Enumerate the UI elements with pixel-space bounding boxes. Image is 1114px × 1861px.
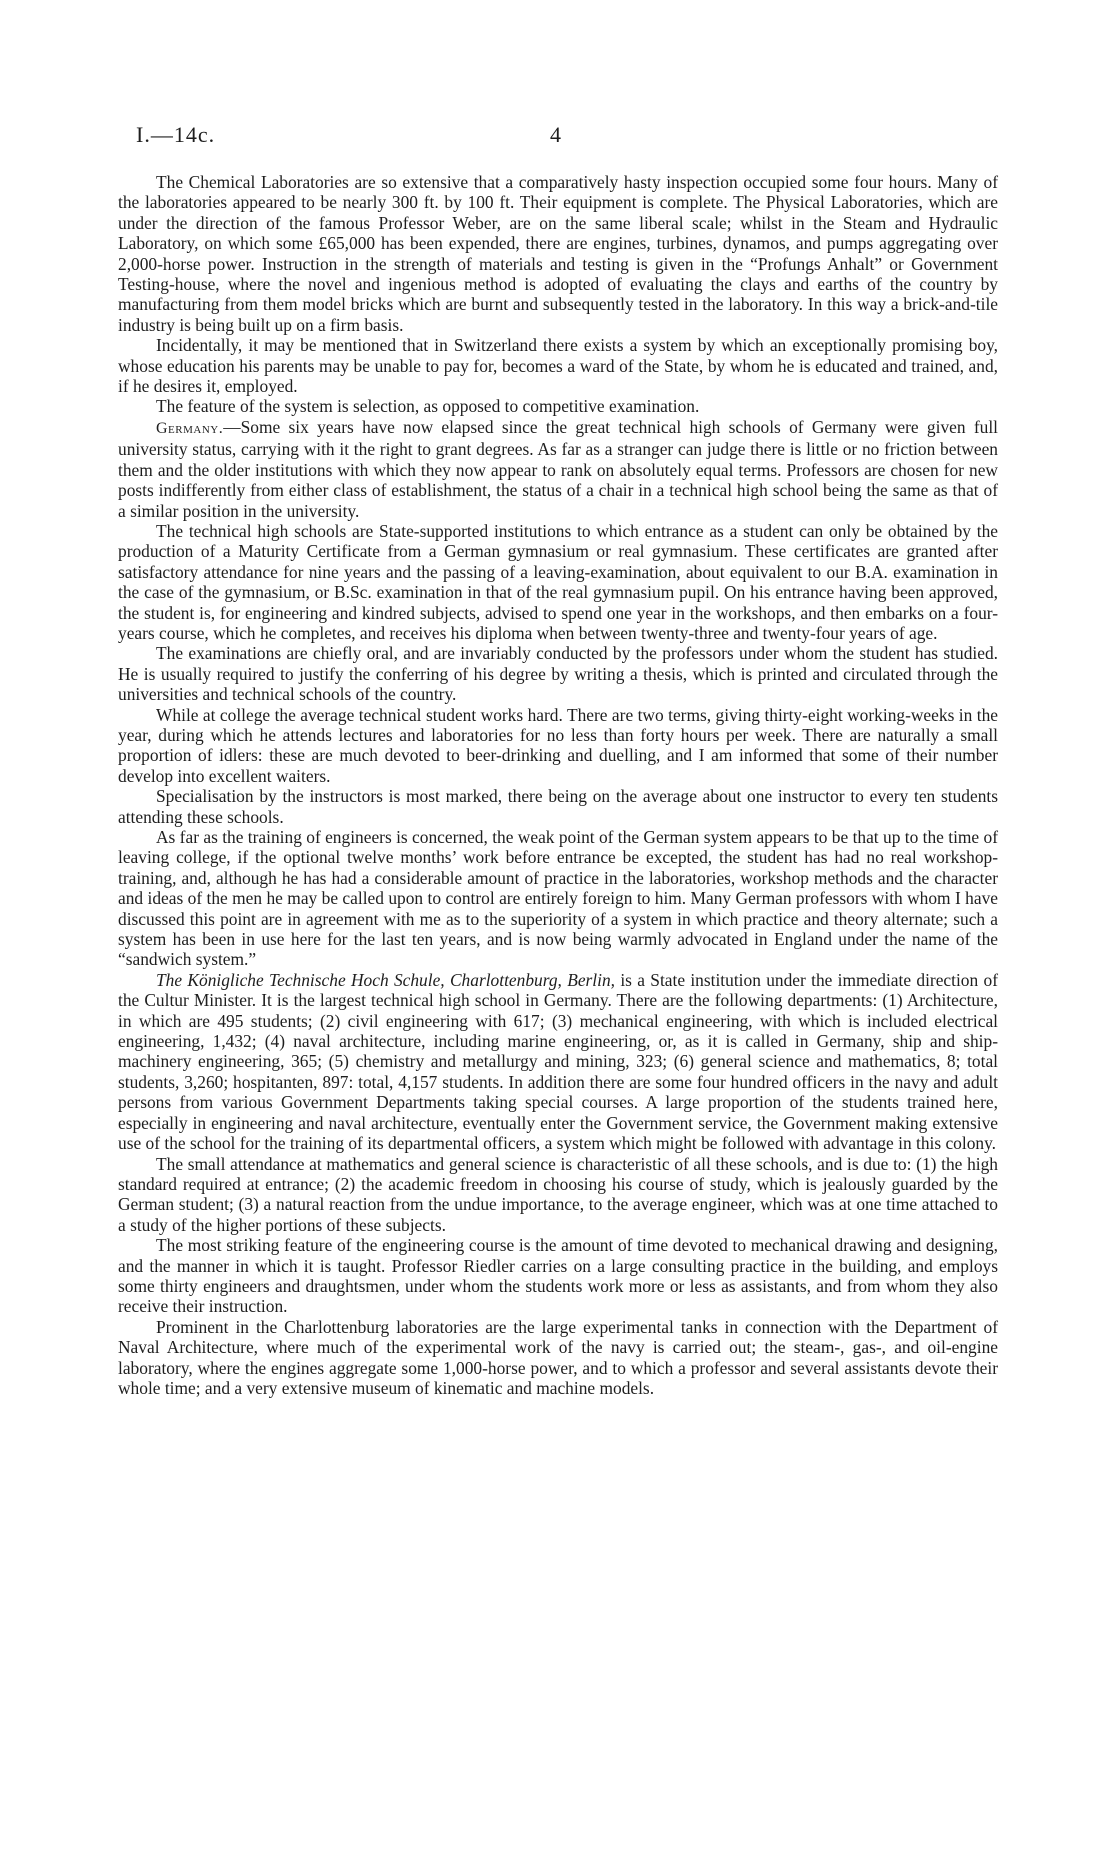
paragraph <box>118 1154 998 1236</box>
paragraph-text: is a State institution under the immediate direction of the Cultur Minister. It is the largest technical high school in Germany. There are the following departments: (1) Architecture, in which are 495 students; (2) civil engineering with 617; (3) mechanical engineering, with which is included electrical engineering, 1,432; (4) naval architecture, including marine engineering, or, as it is called in Germany, ship and ship-machinery engineering, 365; (5) chemistry and metallurgy and mining, 323; (6) general science and mathematics, 8; total students, 3,260; hospitanten, 897: total, 4,157 students. In addition there are some four hundred officers in the navy and adult persons from various Government Departments taking special courses. A large proportion of the students trained here, especially in engineering and naval architecture, eventually enter the Government service, the Government making extensive use of the school for the training of its departmental officers, a system which might be followed with advantage in this colony. <box>118 969 998 1154</box>
paragraph-text: The Chemical Laboratories are so extensive that a comparatively hasty inspection occupied some four hours. Many of the laboratories appeared to be nearly 300 ft. by 100 ft. Their equipment is complete. The Physical Laboratories, which are under the direction of the famous Professor Weber, are on the same liberal scale; whilst in the Steam and Hydraulic Laboratory, on which some £65,000 has been expended, there are engines, turbines, dynamos, and pumps aggregating over 2,000-horse power. Instruction in the strength of materials and testing is given in the “Profungs Anhalt” or Government Testing-house, where the novel and ingenious method is adopted of evaluating the clays and earths of the country by manufacturing from them model bricks which are burnt and subsequently tested in the laboratory. In this way a brick-and-tile industry is being built up on a firm basis. <box>118 172 998 335</box>
paragraph-text: While at college the average technical student works hard. There are two terms, giving thirty-eight working-weeks in the year, during which he attends lectures and laboratories for no less than forty hours per week. There are naturally a small proportion of idlers: these are much devoted to beer-drinking and duelling, and I am informed that some of their number develop into excellent waiters. <box>118 704 998 786</box>
paragraph-text: As far as the training of engineers is concerned, the weak point of the German system appears to be that up to the time of leaving college, if the optional twelve months’ work before entrance be excepted, the student has had no real workshop-training, and, although he has had a considerable amount of practice in the laboratories, workshop methods and the character and ideas of the men he may be called upon to control are entirely foreign to him. Many German professors with whom I have discussed this point are in agreement with me as to the superiority of a system in which practice and theory alternate; such a system has been in use here for the last ten years, and is now being warmly advocated in England under the name of the “sandwich system.” <box>118 827 998 970</box>
institution-name: The Königliche Technische Hoch Schule, Charlottenburg, Berlin, <box>156 969 616 990</box>
section-heading-germany: Germany. <box>156 419 224 437</box>
page-header <box>136 122 996 152</box>
paragraph <box>118 827 998 970</box>
paragraph <box>118 521 998 643</box>
paragraph-text: Incidentally, it may be mentioned that in Switzerland there exists a system by which an exceptionally promising boy, whose education his parents may be unable to pay for, becomes a ward of the State, by whom he is educated and trained, and, if he desires it, employed. <box>118 335 998 397</box>
paragraph-charlottenburg <box>118 970 998 1154</box>
paragraph-text: —Some six years have now elapsed since the great technical high schools of Germany were given full university status, carrying with it the right to grant degrees. As far as a stranger can judge there is little or no friction between them and the older institutions with which they now appear to rank on absolutely equal terms. Professors are chosen for new posts indifferently from either class of establishment, the status of a chair in a technical high school being the same as that of a similar position in the university. <box>118 416 998 521</box>
paragraph-text: Specialisation by the instructors is most marked, there being on the average about one instructor to every ten students attending these schools. <box>118 786 998 827</box>
paragraph <box>118 396 998 416</box>
paragraph-text: The most striking feature of the engineering course is the amount of time devoted to mechanical drawing and designing, and the manner in which it is taught. Professor Riedler carries on a large consulting practice in the building, and employs some thirty engineers and draughtsmen, under whom the students work more or less as assistants, and from whom they also receive their instruction. <box>118 1235 998 1317</box>
paragraph-text: The examinations are chiefly oral, and are invariably conducted by the professors under whom the student has studied. He is usually required to justify the conferring of his degree by writing a thesis, which is printed and circulated through the universities and technical schools of the country. <box>118 643 998 705</box>
paragraph-text: The small attendance at mathematics and general science is characteristic of all these schools, and is due to: (1) the high standard required at entrance; (2) the academic freedom in choosing his course of study, which is jealously guarded by the German student; (3) a natural reaction from the undue importance, to the average engineer, which was at one time attached to a study of the higher portions of these subjects. <box>118 1153 998 1235</box>
paragraph <box>118 335 998 396</box>
paragraph-text: The technical high schools are State-supported institutions to which entrance as a student can only be obtained by the production of a Maturity Certificate from a German gymnasium or real gymnasium. These certificates are granted after satisfactory attendance for nine years and the passing of a leaving-examination, about equivalent to our B.A. examination in the case of the gymnasium, or B.Sc. examination in that of the real gymnasium pupil. On his entrance having been approved, the student is, for engineering and kindred subjects, advised to spend one year in the workshops, and then embarks on a four-years course, which he completes, and receives his diploma when between twenty-three and twenty-four years of age. <box>118 520 998 643</box>
body-text <box>118 172 998 1398</box>
page-number: 4 <box>550 122 561 147</box>
paragraph-text: Prominent in the Charlottenburg laboratories are the large experimental tanks in connection with the Department of Naval Architecture, where much of the experimental work of the navy is carried out; the steam-, gas-, and oil-engine laboratory, where the engines aggregate some 1,000-horse power, and to which a professor and several assistants devote their whole time; and a very extensive museum of kinematic and machine models. <box>118 1316 998 1398</box>
paragraph <box>118 1235 998 1317</box>
paragraph <box>118 1317 998 1399</box>
paragraph <box>118 643 998 704</box>
paragraph-germany <box>118 417 998 521</box>
paragraph <box>118 705 998 787</box>
paragraph-text: The feature of the system is selection, as opposed to competitive examination. <box>156 396 700 417</box>
paragraph <box>118 172 998 335</box>
paragraph <box>118 786 998 827</box>
document-reference: I.—14c. <box>136 122 216 147</box>
